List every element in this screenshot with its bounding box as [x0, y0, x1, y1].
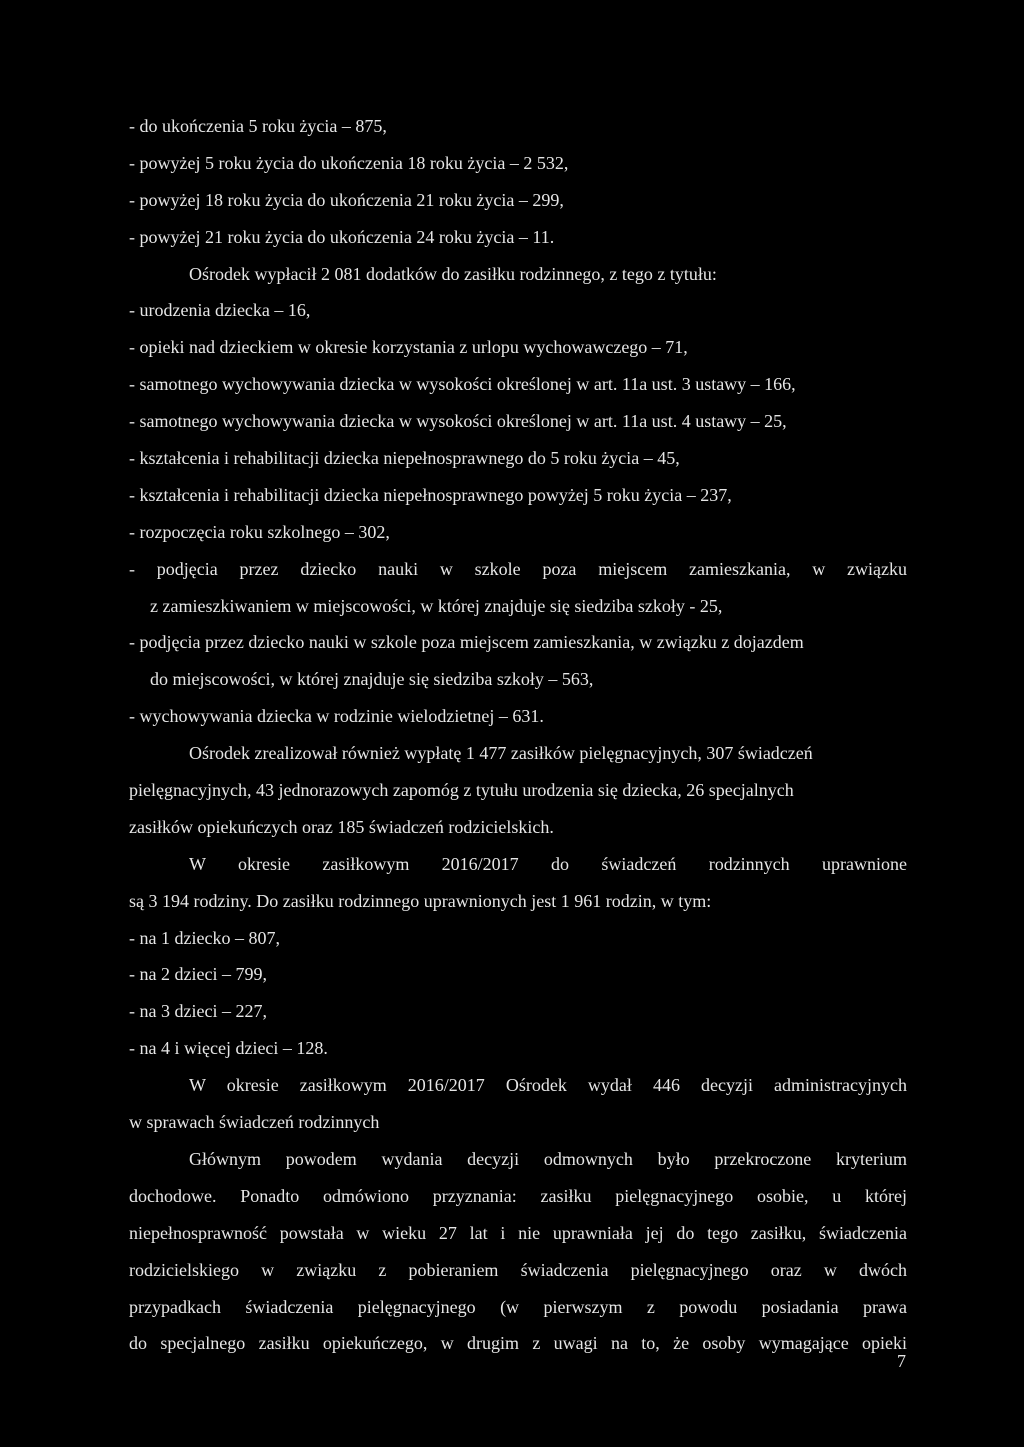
- text-line: - podjęcia przez dziecko nauki w szkole poza miejscem zamieszkania, w związku: [129, 558, 907, 579]
- text-line: w sprawach świadczeń rodzinnych: [129, 1112, 380, 1133]
- text-line: dochodowe. Ponadto odmówiono przyznania: zasiłku pielęgnacyjnego osobie, u której: [129, 1185, 907, 1206]
- text-line: - na 2 dzieci – 799,: [129, 964, 267, 985]
- text-line: - urodzenia dziecka – 16,: [129, 300, 311, 321]
- text-line: - samotnego wychowywania dziecka w wysokości określonej w art. 11a ust. 3 ustawy – 166,: [129, 374, 796, 395]
- text-line: - kształcenia i rehabilitacji dziecka niepełnosprawnego powyżej 5 roku życia – 237,: [129, 484, 732, 505]
- text-line: - na 1 dziecko – 807,: [129, 927, 280, 948]
- text-line: - wychowywania dziecka w rodzinie wielodzietnej – 631.: [129, 706, 544, 727]
- text-line: przypadkach świadczenia pielęgnacyjnego (w pierwszym z powodu posiadania prawa: [129, 1296, 907, 1317]
- text-line: - samotnego wychowywania dziecka w wysokości określonej w art. 11a ust. 4 ustawy – 25,: [129, 411, 787, 432]
- document-body: [129, 108, 907, 1362]
- text-line: - kształcenia i rehabilitacji dziecka niepełnosprawnego do 5 roku życia – 45,: [129, 448, 680, 469]
- text-line: są 3 194 rodziny. Do zasiłku rodzinnego uprawnionych jest 1 961 rodzin, w tym:: [129, 890, 712, 911]
- text-line: rodzicielskiego w związku z pobieraniem świadczenia pielęgnacyjnego oraz w dwóch: [129, 1259, 907, 1280]
- paragraph-start: Ośrodek zrealizował również wypłatę 1 477 zasiłków pielęgnacyjnych, 307 świadczeń: [189, 743, 813, 764]
- text-line: pielęgnacyjnych, 43 jednorazowych zapomóg z tytułu urodzenia się dziecka, 26 specjalnych: [129, 780, 794, 801]
- text-line: - na 4 i więcej dzieci – 128.: [129, 1038, 328, 1059]
- paragraph-start: Głównym powodem wydania decyzji odmownych było przekroczone kryterium: [189, 1148, 907, 1169]
- text-line: niepełnosprawność powstała w wieku 27 lat i nie uprawniała jej do tego zasiłku, świadczenia: [129, 1222, 907, 1243]
- paragraph-start: W okresie zasiłkowym 2016/2017 do świadczeń rodzinnych uprawnione: [189, 853, 907, 874]
- text-line: - powyżej 21 roku życia do ukończenia 24 roku życia – 11.: [129, 226, 555, 247]
- text-line: - powyżej 5 roku życia do ukończenia 18 roku życia – 2 532,: [129, 152, 569, 173]
- text-line: - do ukończenia 5 roku życia – 875,: [129, 116, 387, 136]
- paragraph-start: Ośrodek wypłacił 2 081 dodatków do zasiłku rodzinnego, z tego z tytułu:: [189, 263, 717, 284]
- text-line: - na 3 dzieci – 227,: [129, 1001, 267, 1022]
- text-line: do specjalnego zasiłku opiekuńczego, w drugim z uwagi na to, że osoby wymagające opieki: [129, 1333, 907, 1354]
- page-number: 7: [897, 1351, 906, 1371]
- text-line: - opieki nad dzieckiem w okresie korzystania z urlopu wychowawczego – 71,: [129, 337, 688, 358]
- text-line: - rozpoczęcia roku szkolnego – 302,: [129, 521, 390, 542]
- text-line: z zamieszkiwaniem w miejscowości, w której znajduje się siedziba szkoły - 25,: [150, 595, 723, 616]
- text-line: zasiłków opiekuńczych oraz 185 świadczeń rodzicielskich.: [129, 816, 554, 837]
- text-line: - powyżej 18 roku życia do ukończenia 21 roku życia – 299,: [129, 189, 564, 210]
- text-line: - podjęcia przez dziecko nauki w szkole poza miejscem zamieszkania, w związku z dojazdem: [129, 632, 804, 653]
- text-line: do miejscowości, w której znajduje się siedziba szkoły – 563,: [150, 669, 594, 690]
- paragraph-start: W okresie zasiłkowym 2016/2017 Ośrodek wydał 446 decyzji administracyjnych: [189, 1075, 907, 1096]
